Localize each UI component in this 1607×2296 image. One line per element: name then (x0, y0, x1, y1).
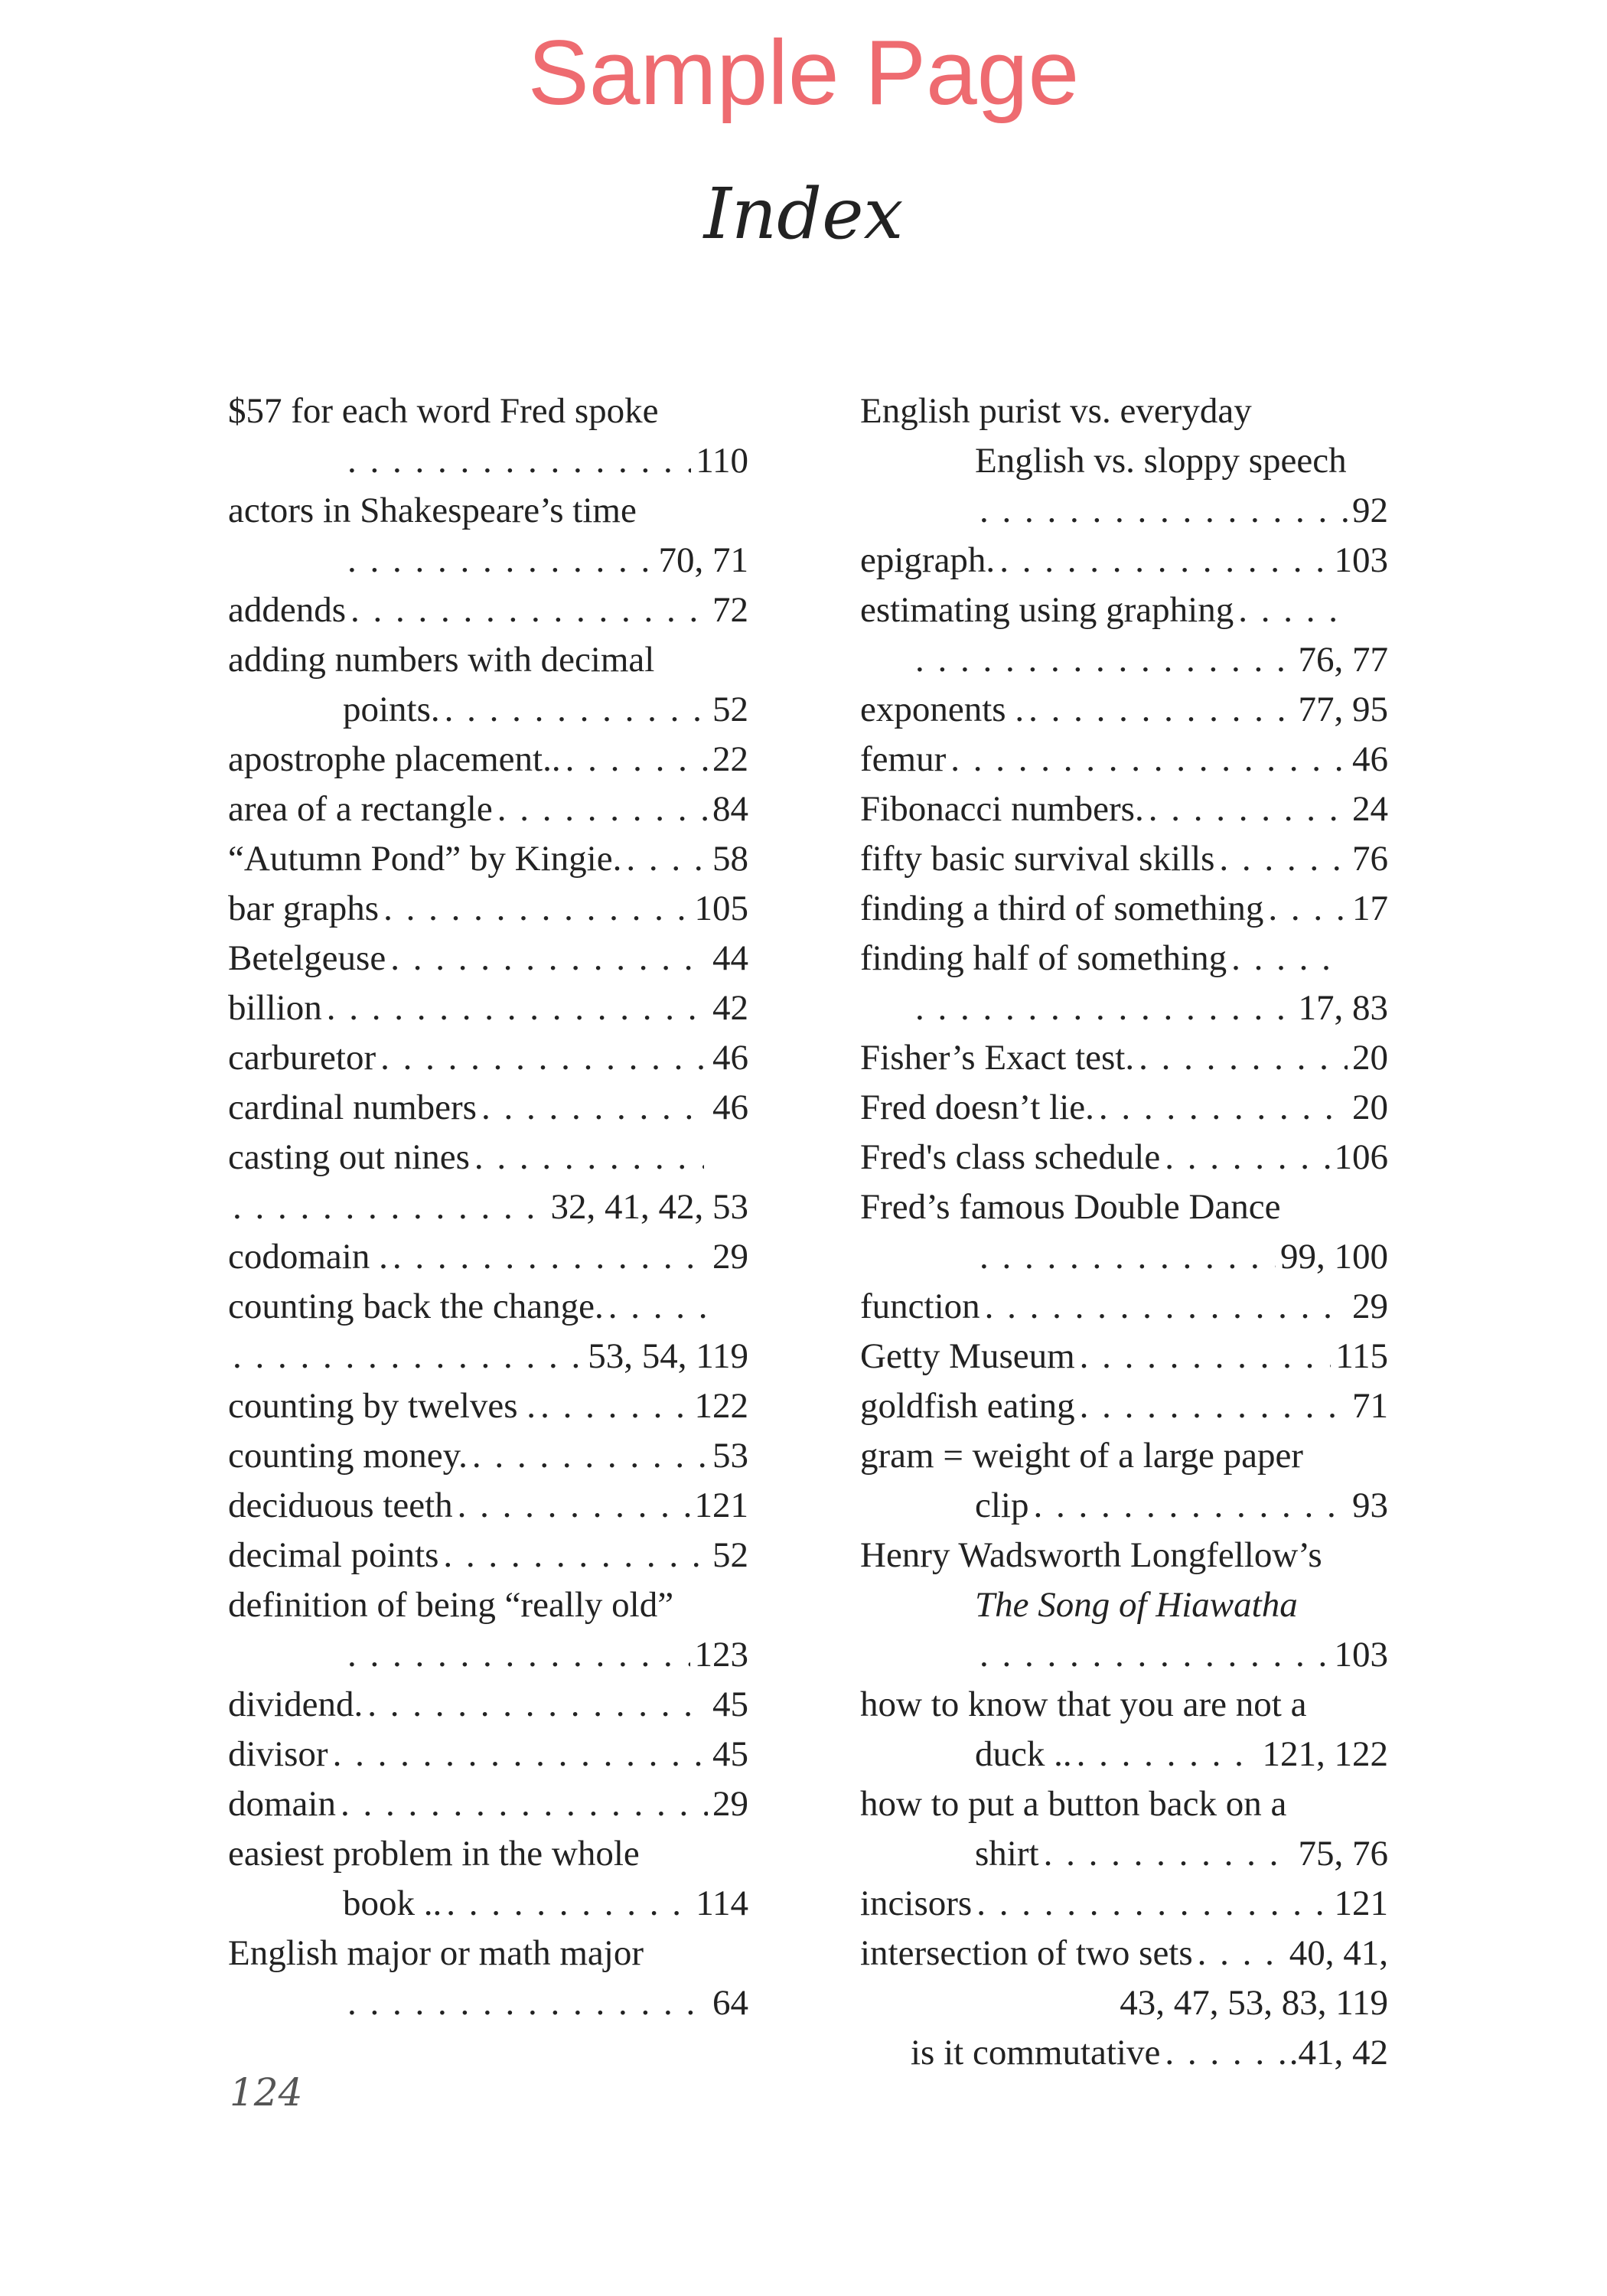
index-entry: English major or math major (228, 1933, 644, 1973)
index-entry: bar graphs . . . 105 (228, 884, 748, 934)
index-entry: Fred's class schedule . . . 106 (860, 1133, 1388, 1182)
index-entry: function . . . 29 (860, 1282, 1388, 1332)
index-entry: Fred doesn’t lie. . . . 20 (860, 1083, 1388, 1133)
index-entry: actors in Shakespeare’s time (228, 491, 637, 530)
index-subentry: is it commutative . . . .41, 42 (860, 2028, 1388, 2078)
index-entry: estimating using graphing . . . (860, 585, 1388, 635)
index-entry: domain . . . 29 (228, 1779, 748, 1829)
index-entry: gram = weight of a large paper (860, 1436, 1303, 1476)
index-entry-cont: points. . . . 52 (228, 685, 748, 735)
index-entry: fifty basic survival skills . . . 76 (860, 834, 1388, 884)
index-entry: carburetor . . . 46 (228, 1033, 748, 1083)
index-entry: divisor . . . 45 (228, 1730, 748, 1779)
index-entry: Fibonacci numbers. . . . 24 (860, 784, 1388, 834)
index-entry-cont: . . . 70, 71 (228, 536, 748, 585)
index-entry: Henry Wadsworth Longfellow’s (860, 1535, 1322, 1575)
index-entry: $57 for each word Fred spoke (228, 391, 659, 431)
index-entry: counting money. . . . 53 (228, 1431, 748, 1481)
index-entry: Fisher’s Exact test. . . . 20 (860, 1033, 1388, 1083)
index-entry: exponents . . . . 77, 95 (860, 685, 1388, 735)
index-entry: billion . . . 42 (228, 983, 748, 1033)
index-entry-cont: . . . 110 (228, 436, 748, 486)
index-entry-cont: . . . 99, 100 (860, 1232, 1388, 1282)
index-entry-cont: . . . 76, 77 (860, 635, 1388, 685)
index-entry: counting back the change. . . . (228, 1282, 748, 1332)
index-entry: goldfish eating . . . 71 (860, 1381, 1388, 1431)
index-entry-cont: . . . 92 (860, 486, 1388, 536)
index-entry: definition of being “really old” (228, 1585, 674, 1625)
index-entry: incisors . . . 121 (860, 1879, 1388, 1929)
index-entry: finding a third of something . . . 17 (860, 884, 1388, 934)
index-entry: dividend. . . . 45 (228, 1680, 748, 1730)
index-entry-cont: . . . 64 (228, 1978, 748, 2028)
index-entry: codomain . . . . 29 (228, 1232, 748, 1282)
page-number: 124 (230, 2070, 303, 2115)
index-entry: Getty Museum . . . 115 (860, 1332, 1388, 1381)
index-entry: counting by twelves . . . . 122 (228, 1381, 748, 1431)
index-entry-cont: English vs. sloppy speech (975, 441, 1347, 481)
index-entry: Betelgeuse . . . 44 (228, 934, 748, 983)
index-title: Index (703, 173, 904, 255)
index-entry: cardinal numbers . . . 46 (228, 1083, 748, 1133)
index-entry: addends . . . 72 (228, 585, 748, 635)
index-entry-cont: shirt . . . 75, 76 (860, 1829, 1388, 1879)
index-entry: epigraph. . . . 103 (860, 536, 1388, 585)
index-entry: intersection of two sets . . . 40, 41, (860, 1929, 1388, 1978)
sample-page-banner: Sample Page (527, 21, 1080, 124)
index-entry-cont: . . . 123 (228, 1630, 748, 1680)
index-entry: deciduous teeth . . . 121 (228, 1481, 748, 1531)
index-entry: how to put a button back on a (860, 1784, 1287, 1824)
index-entry-cont: duck .. . . . 121, 122 (860, 1730, 1388, 1779)
index-entry: Fred’s famous Double Dance (860, 1187, 1281, 1227)
index-entry-cont: . . . 103 (860, 1630, 1388, 1680)
index-entry: “Autumn Pond” by Kingie. . . . 58 (228, 834, 748, 884)
index-entry-cont: . . . 32, 41, 42, 53 (228, 1182, 748, 1232)
index-entry-cont: . . . 17, 83 (860, 983, 1388, 1033)
index-entry: area of a rectangle . . . 84 (228, 784, 748, 834)
index-entry: easiest problem in the whole (228, 1834, 640, 1874)
index-entry-cont: clip . . . 93 (860, 1481, 1388, 1531)
index-entry: femur . . . 46 (860, 735, 1388, 784)
index-entry: how to know that you are not a (860, 1684, 1307, 1724)
index-entry: English purist vs. everyday (860, 391, 1252, 431)
index-entry: casting out nines . . . (228, 1133, 748, 1182)
index-entry: adding numbers with decimal (228, 640, 655, 680)
index-entry: decimal points . . . 52 (228, 1531, 748, 1580)
index-entry: apostrophe placement.. . . . 22 (228, 735, 748, 784)
index-column-right (860, 386, 1388, 2078)
index-entry-cont: book .. . . . 114 (228, 1879, 748, 1929)
index-entry: finding half of something . . . (860, 934, 1388, 983)
index-entry-cont: . . . 53, 54, 119 (228, 1332, 748, 1381)
index-entry-cont: The Song of Hiawatha (975, 1585, 1298, 1625)
index-entry-cont: 43, 47, 53, 83, 119 (1120, 1983, 1388, 2023)
index-column-left (228, 386, 748, 2028)
